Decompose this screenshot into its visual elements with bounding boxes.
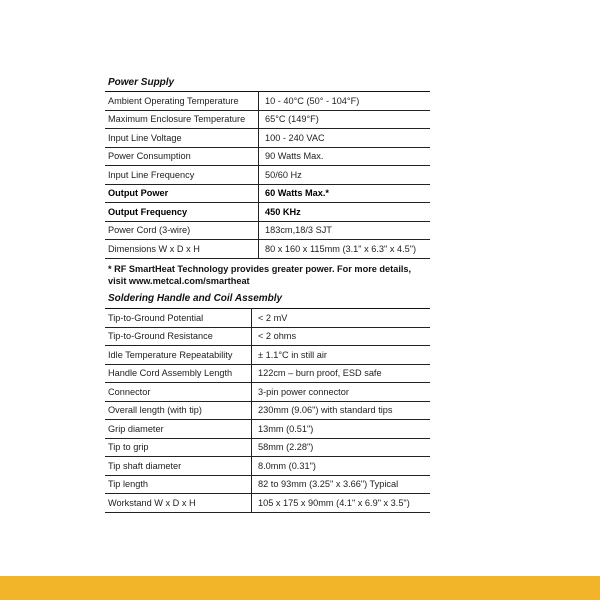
- spec-label: Connector: [105, 383, 252, 402]
- spec-label: Power Consumption: [105, 147, 259, 166]
- note-line-1: * RF SmartHeat Technology provides greater power. For more details,: [108, 264, 412, 274]
- spec-label: Power Cord (3-wire): [105, 221, 259, 240]
- table-row: [105, 494, 430, 513]
- spec-label: Input Line Voltage: [105, 129, 259, 148]
- table-row: [105, 309, 430, 328]
- spec-value: 8.0mm (0.31"): [252, 457, 431, 476]
- spec-value: 60 Watts Max.*: [259, 184, 431, 203]
- spec-value: 450 KHz: [259, 203, 431, 222]
- table-row: [105, 475, 430, 494]
- spec-value: 82 to 93mm (3.25" x 3.66") Typical: [252, 475, 431, 494]
- spec-label: Tip-to-Ground Resistance: [105, 327, 252, 346]
- table-row: [105, 166, 430, 185]
- power-supply-table: [105, 91, 430, 259]
- spec-label: Handle Cord Assembly Length: [105, 364, 252, 383]
- soldering-handle-table: [105, 308, 430, 513]
- spec-value: 90 Watts Max.: [259, 147, 431, 166]
- spec-value: 65°C (149°F): [259, 110, 431, 129]
- soldering-handle-title: Soldering Handle and Coil Assembly: [108, 293, 283, 304]
- table-row: [105, 147, 430, 166]
- spec-label: Output Frequency: [105, 203, 259, 222]
- footer-accent-bar: [0, 576, 600, 600]
- spec-label: Dimensions W x D x H: [105, 240, 259, 259]
- spec-value: 122cm – burn proof, ESD safe: [252, 364, 431, 383]
- table-row: [105, 364, 430, 383]
- spec-value: 10 - 40°C (50° - 104°F): [259, 92, 431, 111]
- spec-label: Ambient Operating Temperature: [105, 92, 259, 111]
- spec-value: < 2 mV: [252, 309, 431, 328]
- spec-value: 58mm (2.28"): [252, 438, 431, 457]
- table-row: [105, 383, 430, 402]
- spec-label: Output Power: [105, 184, 259, 203]
- smartheat-note: [108, 263, 438, 287]
- table-row: [105, 110, 430, 129]
- table-row: [105, 420, 430, 439]
- table-row: [105, 457, 430, 476]
- spec-value: 230mm (9.06") with standard tips: [252, 401, 431, 420]
- note-line-2: visit www.metcal.com/smartheat: [108, 276, 250, 286]
- table-row: [105, 184, 430, 203]
- spec-value: 13mm (0.51"): [252, 420, 431, 439]
- spec-value: ± 1.1°C in still air: [252, 346, 431, 365]
- spec-label: Grip diameter: [105, 420, 252, 439]
- table-row: [105, 438, 430, 457]
- spec-label: Tip length: [105, 475, 252, 494]
- power-supply-title: Power Supply: [108, 77, 175, 88]
- spec-value: < 2 ohms: [252, 327, 431, 346]
- spec-label: Overall length (with tip): [105, 401, 252, 420]
- spec-label: Tip shaft diameter: [105, 457, 252, 476]
- table-row: [105, 129, 430, 148]
- spec-value: 100 - 240 VAC: [259, 129, 431, 148]
- table-row: [105, 346, 430, 365]
- spec-value: 105 x 175 x 90mm (4.1" x 6.9" x 3.5"): [252, 494, 431, 513]
- spec-value: 80 x 160 x 115mm (3.1" x 6.3" x 4.5"): [259, 240, 431, 259]
- spec-value: 3-pin power connector: [252, 383, 431, 402]
- table-row: [105, 401, 430, 420]
- spec-label: Tip-to-Ground Potential: [105, 309, 252, 328]
- spec-label: Tip to grip: [105, 438, 252, 457]
- spec-value: 183cm,18/3 SJT: [259, 221, 431, 240]
- table-row: [105, 327, 430, 346]
- spec-label: Idle Temperature Repeatability: [105, 346, 252, 365]
- table-row: [105, 221, 430, 240]
- spec-label: Workstand W x D x H: [105, 494, 252, 513]
- spec-value: 50/60 Hz: [259, 166, 431, 185]
- table-row: [105, 92, 430, 111]
- spec-label: Maximum Enclosure Temperature: [105, 110, 259, 129]
- spec-label: Input Line Frequency: [105, 166, 259, 185]
- table-row: [105, 203, 430, 222]
- table-row: [105, 240, 430, 259]
